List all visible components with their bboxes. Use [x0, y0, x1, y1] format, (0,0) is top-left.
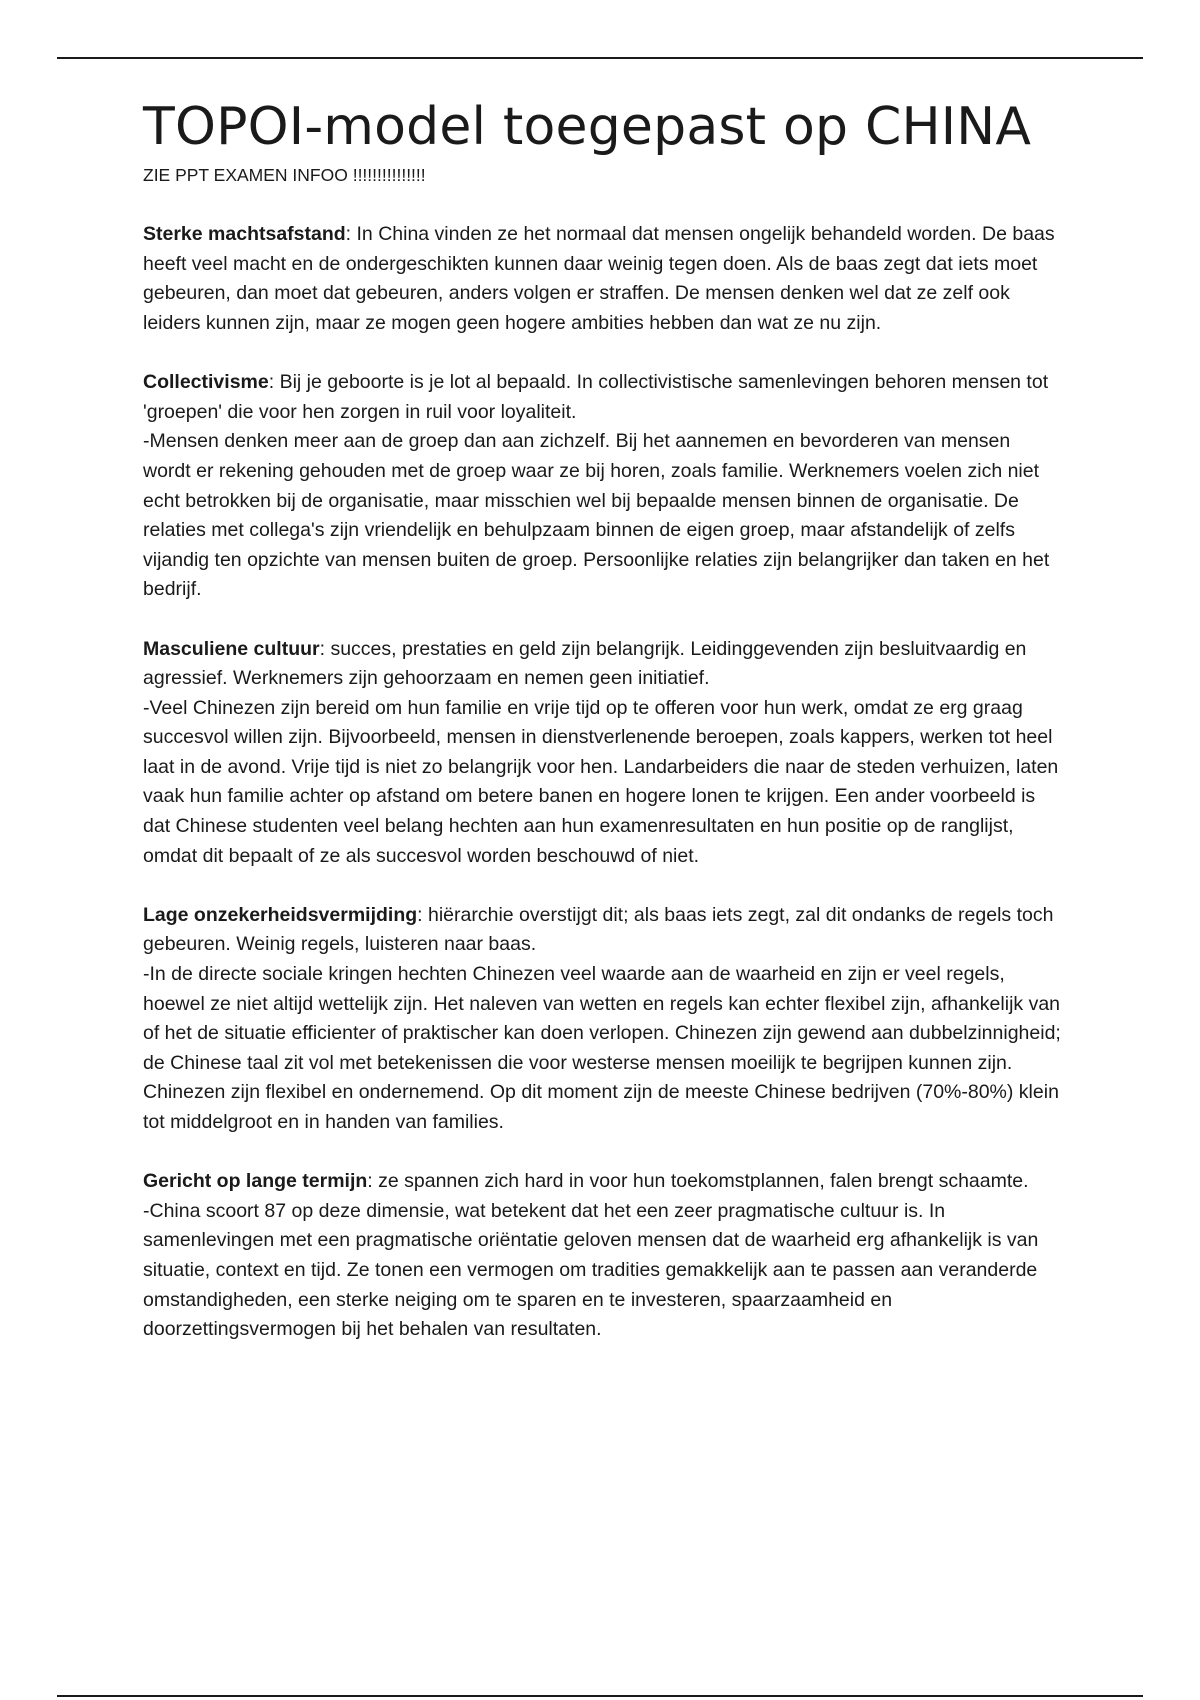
section-lange-termijn [143, 1167, 1063, 1345]
section-detail: -Veel Chinezen zijn bereid om hun familie en vrije tijd op te offeren voor hun werk, omdat ze erg graag succesvol willen zijn. Bijvoorbeeld, mensen in dienstverlenende beroepen, zoals kappers, werken tot heel laat in de avond. Vrije tijd is niet zo belangrijk voor hen. Landarbeiders die naar de steden verhuizen, laten vaak hun familie achter op afstand om betere banen en hogere lonen te krijgen. Een ander voorbeeld is dat Chinese studenten veel belang hechten aan hun examenresultaten en hun positie op de ranglijst, omdat dit bepaalt of ze als succesvol worden beschouwd of niet. [143, 696, 1059, 867]
document-body [143, 96, 1063, 1345]
section-detail: -In de directe sociale kringen hechten Chinezen veel waarde aan de waarheid en zijn er veel regels, hoewel ze niet altijd wettelijk zijn. Het naleven van wetten en regels kan echter flexibel zijn, afhankelijk van of het de situatie efficienter of praktischer kan doen verlopen. Chinezen zijn gewend aan dubbelzinnigheid; de Chinese taal zit vol met betekenissen die voor westerse mensen moeilijk te begrijpen kunnen zijn. Chinezen zijn flexibel en ondernemend. Op dit moment zijn de meeste Chinese bedrijven (70%-80%) klein tot middelgroot en in handen van families. [143, 963, 1061, 1133]
document-title: TOPOI-model toegepast op CHINA [143, 97, 1032, 157]
section-intro-text: : ze spannen zich hard in voor hun toekomstplannen, falen brengt schaamte. [367, 1170, 1029, 1193]
section-term: Masculiene cultuur [143, 637, 320, 660]
section-detail: -Mensen denken meer aan de groep dan aan zichzelf. Bij het aannemen en bevorderen van mensen wordt er rekening gehouden met de groep waar ze bij horen, zoals familie. Werknemers voelen zich niet echt betrokken bij de organisatie, maar misschien wel bij bepaalde mensen binnen de organisatie. De relaties met collega's zijn vriendelijk en behulpzaam binnen de eigen groep, maar afstandelijk of zelfs vijandig ten opzichte van mensen buiten de groep. Persoonlijke relaties zijn belangrijker dan taken en het bedrijf. [143, 430, 1050, 601]
section-term: Collectivisme [143, 371, 269, 394]
section-machtsafstand [143, 220, 1063, 338]
section-collectivisme [143, 368, 1063, 605]
section-masculiene-cultuur [143, 635, 1063, 872]
header-rule [57, 57, 1143, 59]
section-intro [143, 901, 1063, 960]
section-intro-text: : hiërarchie overstijgt dit; als baas iets zegt, zal dit ondanks de regels toch gebeuren. Weinig regels, luisteren naar baas. [143, 903, 1054, 956]
section-detail: -China scoort 87 op deze dimensie, wat betekent dat het een zeer pragmatische cultuur is. In samenlevingen met een pragmatische oriëntatie geloven mensen dat de waarheid erg afhankelijk is van situatie, context en tijd. Ze tonen een vermogen om tradities gemakkelijk aan te passen aan veranderde omstandigheden, een sterke neiging om te sparen en te investeren, spaarzaamheid en doorzettingsvermogen bij het behalen van resultaten. [143, 1199, 1039, 1341]
section-intro-text: : Bij je geboorte is je lot al bepaald. In collectivistische samenlevingen behoren mensen tot 'groepen' die voor hen zorgen in ruil voor loyaliteit. [143, 371, 1049, 423]
section-term: Lage onzekerheidsvermijding [143, 903, 418, 926]
section-intro-text: : In China vinden ze het normaal dat mensen ongelijk behandeld worden. De baas heeft veel macht en de ondergeschikten kunnen daar weinig tegen doen. Als de baas zegt dat iets moet gebeuren, dan moet dat gebeuren, anders volgen er straffen. De mensen denken wel dat ze zelf ook leiders kunnen zijn, maar ze mogen geen hogere ambities hebben dan wat ze nu zijn. [143, 223, 1055, 334]
section-term: Sterke machtsafstand [143, 223, 346, 246]
section-onzekerheidsvermijding [143, 901, 1063, 1138]
section-intro-text: : succes, prestaties en geld zijn belangrijk. Leidinggevenden zijn besluitvaardig en agressief. Werknemers zijn gehoorzaam en nemen geen initiatief. [143, 637, 1027, 690]
section-intro [143, 220, 1063, 338]
section-intro [143, 368, 1063, 427]
section-term: Gericht op lange termijn [143, 1170, 368, 1193]
section-intro [143, 1167, 1063, 1197]
document-subtitle: ZIE PPT EXAMEN INFOO !!!!!!!!!!!!!!! [143, 165, 426, 185]
footer-rule [57, 1695, 1143, 1697]
section-intro [143, 635, 1063, 694]
